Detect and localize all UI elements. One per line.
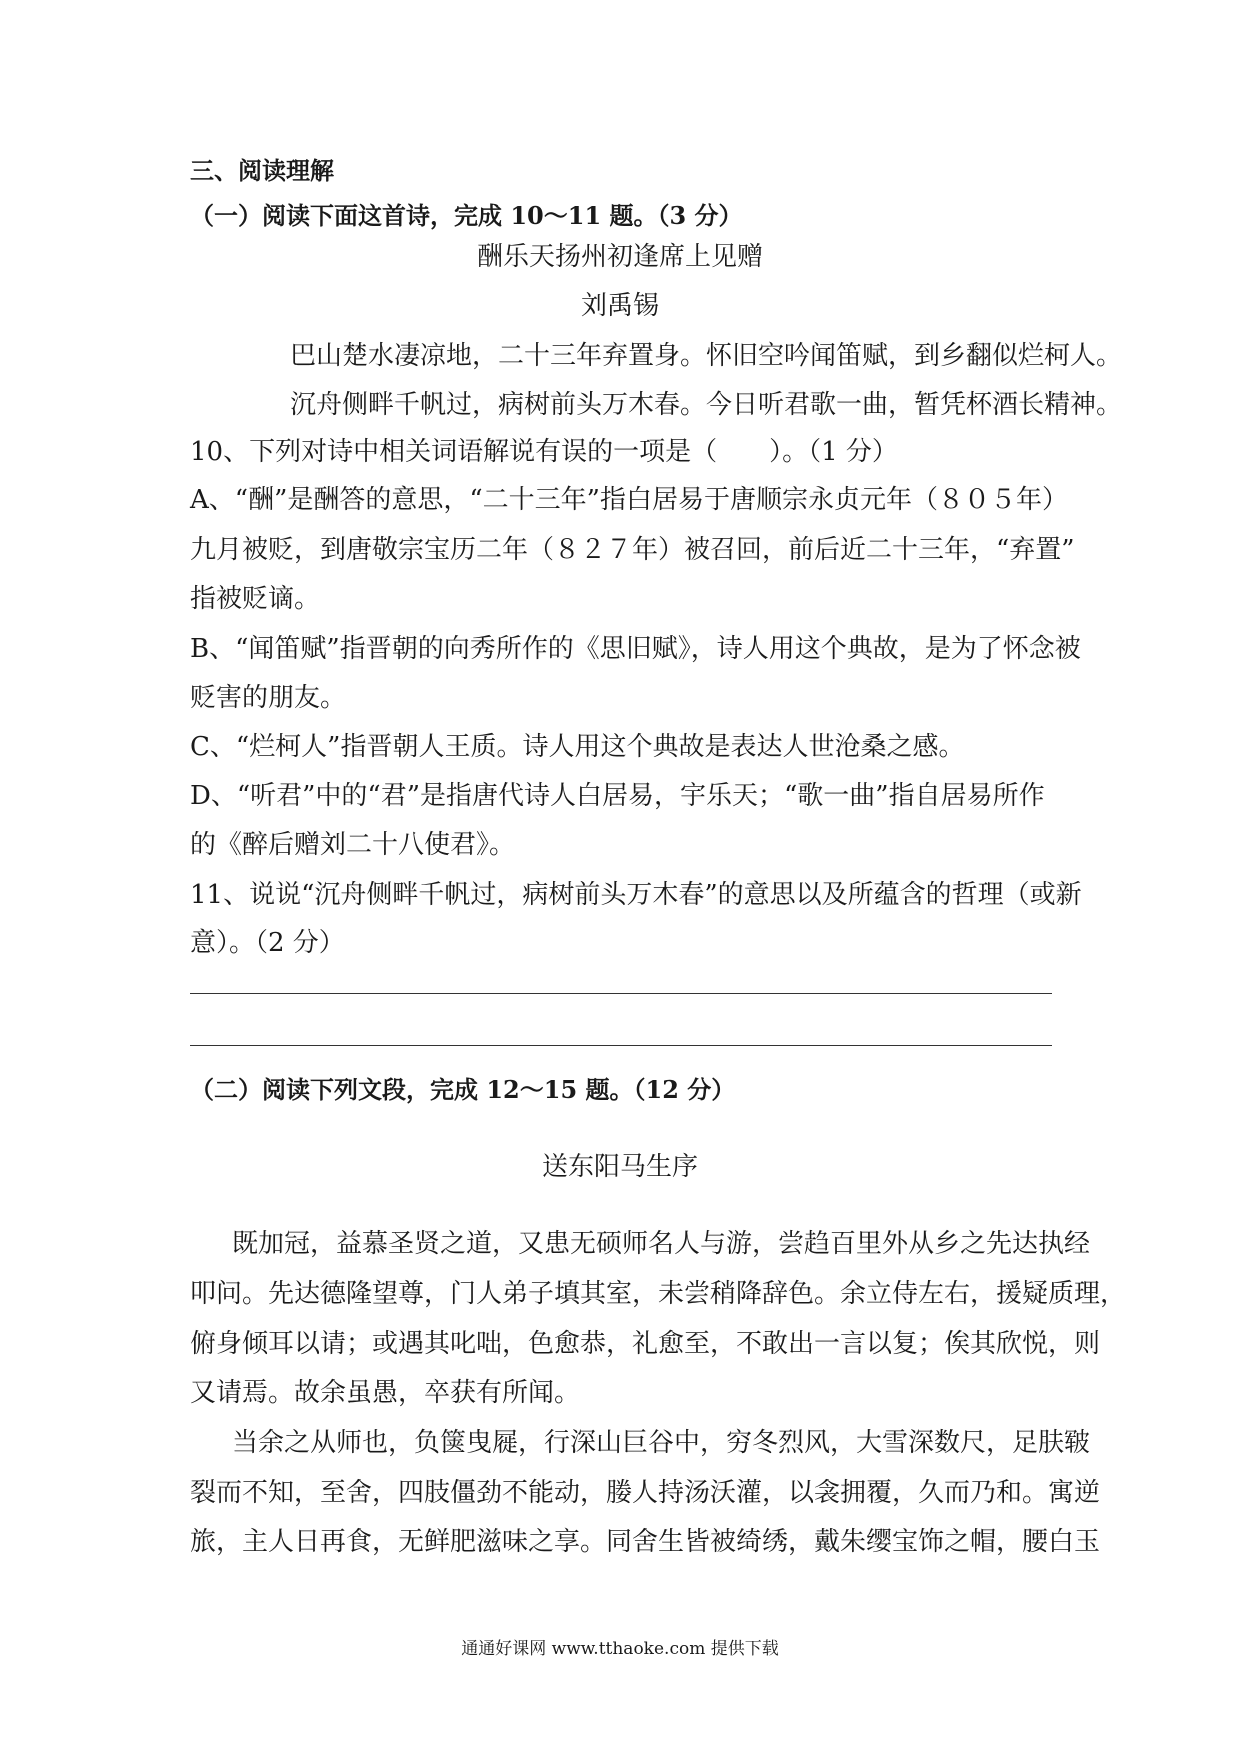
poem-title: 酬乐天扬州初逢席上见赠 — [476, 242, 763, 272]
question-11-stem: 11、说说“沉舟侧畔千帆过，病树前头万木春”的意思以及所蕴含的哲理（或新 — [190, 880, 1082, 910]
part2-heading: （二）阅读下列文段，完成 12～15 题。（12 分） — [190, 1075, 736, 1104]
poem-author: 刘禹锡 — [580, 291, 659, 321]
essay-paragraph-line: 俯身倾耳以请；或遇其叱咄，色愈恭，礼愈至，不敢出一言以复；俟其欣悦，则 — [190, 1329, 1101, 1359]
poem-line-2: 沉舟侧畔千帆过，病树前头万木春。今日听君歌一曲，暂凭杯酒长精神。 — [290, 390, 1123, 420]
answer-line — [190, 1045, 1052, 1046]
poem-line-1: 巴山楚水凄凉地，二十三年弃置身。怀旧空吟闻笛赋，到乡翻似烂柯人。 — [290, 341, 1123, 371]
page-footer: 通通好课网 www.tthaoke.com 提供下载 — [461, 1639, 779, 1659]
option-d-line: 的《醉后赠刘二十八使君》。 — [190, 830, 516, 860]
essay-paragraph-line: 裂而不知，至舍，四肢僵劲不能动，媵人持汤沃灌，以衾拥覆，久而乃和。寓逆 — [190, 1478, 1101, 1508]
question-10-stem: 10、下列对诗中相关词语解说有误的一项是（ ）。（1 分） — [190, 437, 898, 467]
option-a-line: 指被贬谪。 — [190, 584, 321, 614]
option-b-line: B、“闻笛赋”指晋朝的向秀所作的《思旧赋》，诗人用这个典故，是为了怀念被 — [190, 634, 1081, 664]
answer-line — [190, 993, 1052, 994]
option-a-line: A、“酬”是酬答的意思，“二十三年”指白居易于唐顺宗永贞元年（８０５年） — [190, 485, 1068, 515]
question-11-stem: 意）。（2 分） — [190, 928, 345, 958]
essay-paragraph-line: 当余之从师也，负箧曳屣，行深山巨谷中，穷冬烈风，大雪深数尺，足肤皲 — [232, 1428, 1091, 1458]
option-b-line: 贬害的朋友。 — [190, 683, 347, 713]
option-a-line: 九月被贬，到唐敬宗宝历二年（８２７年）被召回，前后近二十三年，“弃置” — [190, 535, 1075, 565]
option-d-line: D、“听君”中的“君”是指唐代诗人白居易，宇乐天；“歌一曲”指自居易所作 — [190, 781, 1045, 811]
option-c-line: C、“烂柯人”指晋朝人王质。诗人用这个典故是表达人世沧桑之感。 — [190, 732, 965, 762]
essay-title: 送东阳马生序 — [541, 1152, 698, 1182]
essay-paragraph-line: 叩问。先达德隆望尊，门人弟子填其室，未尝稍降辞色。余立侍左右，援疑质理， — [190, 1279, 1127, 1309]
essay-paragraph-line: 旅，主人日再食，无鲜肥滋味之享。同舍生皆被绮绣，戴朱缨宝饰之帽，腰白玉 — [190, 1527, 1101, 1557]
essay-paragraph-line: 又请焉。故余虽愚，卒获有所闻。 — [190, 1378, 581, 1408]
essay-paragraph-line: 既加冠，益慕圣贤之道，又患无硕师名人与游，尝趋百里外从乡之先达执经 — [232, 1229, 1091, 1259]
part1-heading: （一）阅读下面这首诗，完成 10～11 题。（3 分） — [190, 201, 743, 230]
section-title: 三、阅读理解 — [190, 156, 334, 185]
